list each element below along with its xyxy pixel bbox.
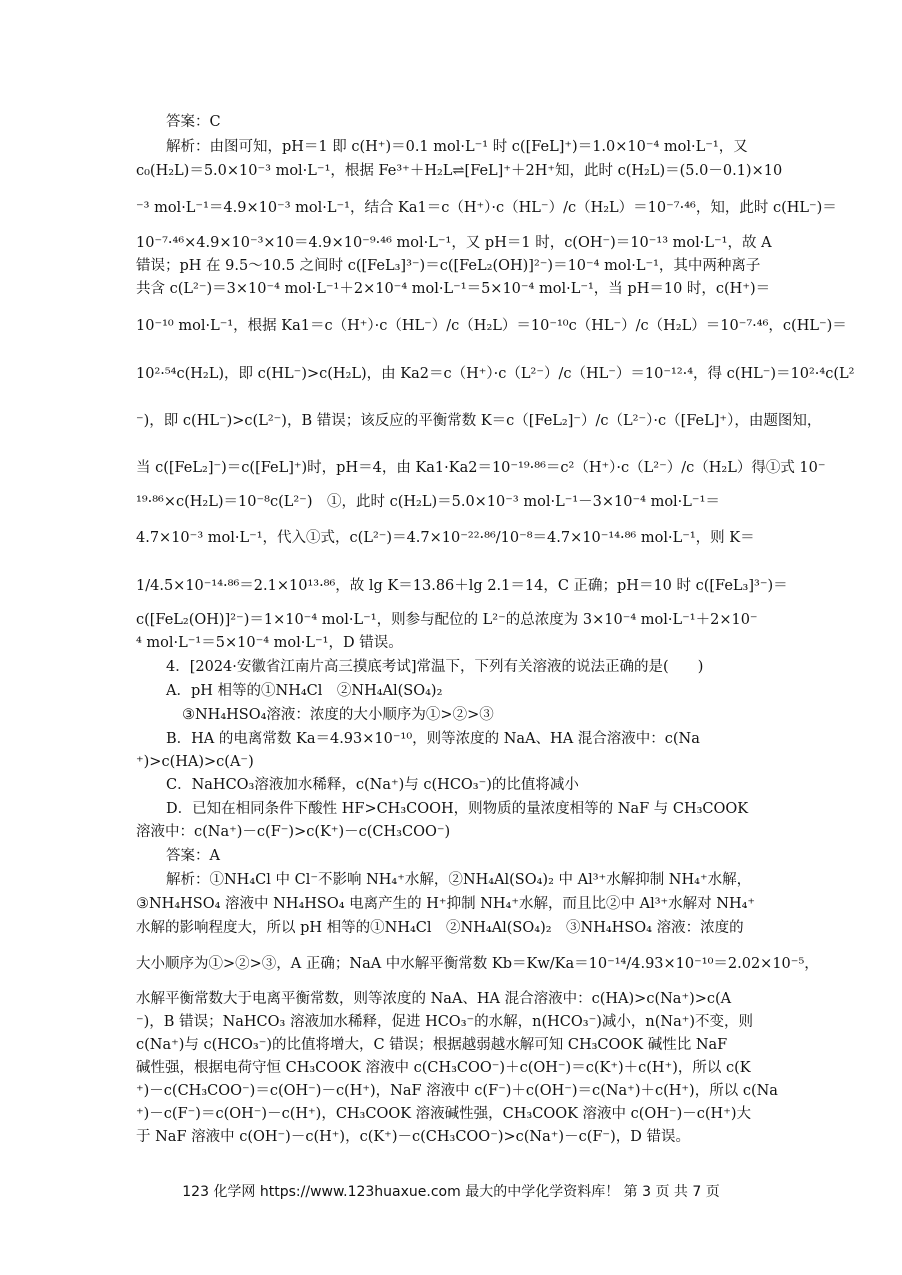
option-d: D．已知在相同条件下酸性 HF>CH₃COOH，则物质的量浓度相等的 NaF 与 CH₃COOK [166,801,749,817]
explanation-line: 解析：①NH₄Cl 中 Cl⁻不影响 NH₄⁺水解，②NH₄Al(SO₄)₂ 中 Al³⁺水解抑制 NH₄⁺水解， [166,872,752,888]
explanation-line: 碱性强，根据电荷守恒 CH₃COOK 溶液中 c(CH₃COO⁻)＋c(OH⁻)＝c(K⁺)＋c(H⁺)，所以 c(K [136,1060,751,1076]
answer-label-q3: 答案：C [166,114,221,130]
explanation-line: ⁺)－c(F⁻)＝c(OH⁻)－c(H⁺)，CH₃COOK 溶液碱性强，CH₃COOK 溶液中 c(OH⁻)－c(H⁺)大 [136,1106,752,1122]
explanation-line: ⁻³ mol·L⁻¹＝4.9×10⁻³ mol·L⁻¹，结合 Ka1＝c（H⁺）·c（HL⁻）/c（H₂L）＝10⁻⁷·⁴⁶，知，此时 c(HL⁻)＝ [136,200,837,216]
option-a-cont: ③NH₄HSO₄溶液：浓度的大小顺序为①>②>③ [182,707,494,723]
option-c: C．NaHCO₃溶液加水稀释，c(Na⁺)与 c(HCO₃⁻)的比值将减小 [166,777,579,793]
explanation-line: 水解的影响程度大，所以 pH 相等的①NH₄Cl ②NH₄Al(SO₄)₂ ③NH₄HSO₄ 溶液：浓度的 [136,920,744,936]
explanation-line: 10⁻⁷·⁴⁶×4.9×10⁻³×10＝4.9×10⁻⁹·⁴⁶ mol·L⁻¹，又 pH＝1 时，c(OH⁻)＝10⁻¹³ mol·L⁻¹，故 A [136,235,772,251]
explanation-line: c([FeL₂(OH)]²⁻)＝1×10⁻⁴ mol·L⁻¹，则参与配位的 L²⁻的总浓度为 3×10⁻⁴ mol·L⁻¹＋2×10⁻ [136,612,758,628]
explanation-line: 水解平衡常数大于电离平衡常数，则等浓度的 NaA、HA 混合溶液中：c(HA)>c(Na⁺)>c(A [136,991,732,1007]
page-footer: 123 化学网 https://www.123huaxue.com 最大的中学化学资料库！ 第 3 页 共 7 页 [182,1184,720,1200]
explanation-line: c(Na⁺)与 c(HCO₃⁻)的比值将增大，C 错误；根据越弱越水解可知 CH₃COOK 碱性比 NaF [136,1037,728,1053]
explanation-line: 错误；pH 在 9.5～10.5 之间时 c([FeL₃]³⁻)＝c([FeL₂(OH)]²⁻)＝10⁻⁴ mol·L⁻¹，其中两种离子 [136,258,761,274]
option-a: A．pH 相等的①NH₄Cl ②NH₄Al(SO₄)₂ [166,683,443,699]
explanation-line: ⁴ mol·L⁻¹＝5×10⁻⁴ mol·L⁻¹，D 错误。 [136,635,403,651]
explanation-line: 解析：由图可知，pH＝1 即 c(H⁺)＝0.1 mol·L⁻¹ 时 c([FeL]⁺)＝1.0×10⁻⁴ mol·L⁻¹，又 [166,139,748,155]
explanation-line: 大小顺序为①>②>③，A 正确；NaA 中水解平衡常数 Kb＝Kw/Ka＝10⁻¹⁴/4.93×10⁻¹⁰＝2.02×10⁻⁵， [136,956,819,972]
option-b: B．HA 的电离常数 Ka＝4.93×10⁻¹⁰，则等浓度的 NaA、HA 混合溶液中：c(Na [166,731,700,747]
explanation-line: ③NH₄HSO₄ 溶液中 NH₄HSO₄ 电离产生的 H⁺抑制 NH₄⁺水解，而且比②中 Al³⁺水解对 NH₄⁺ [136,896,756,912]
question-4-stem: 4．[2024·安徽省江南片高三摸底考试]常温下，下列有关溶液的说法正确的是( ) [166,659,704,675]
explanation-line: 于 NaF 溶液中 c(OH⁻)－c(H⁺)，c(K⁺)－c(CH₃COO⁻)>c(Na⁺)－c(F⁻)，D 错误。 [136,1129,690,1145]
explanation-line: ⁻)，即 c(HL⁻)>c(L²⁻)，B 错误；该反应的平衡常数 K＝c（[FeL₂]⁻）/c（L²⁻）·c（[FeL]⁺），由题图知， [136,413,822,429]
explanation-line: 10²·⁵⁴c(H₂L)，即 c(HL⁻)>c(H₂L)，由 Ka2＝c（H⁺）·c（L²⁻）/c（HL⁻）＝10⁻¹²·⁴，得 c(HL⁻)＝10²·⁴c(L² [136,366,855,382]
explanation-line: 4.7×10⁻³ mol·L⁻¹，代入①式，c(L²⁻)＝4.7×10⁻²²·⁸⁶/10⁻⁸＝4.7×10⁻¹⁴·⁸⁶ mol·L⁻¹，则 K＝ [136,530,755,546]
explanation-line: c₀(H₂L)＝5.0×10⁻³ mol·L⁻¹，根据 Fe³⁺＋H₂L⇌[FeL]⁺＋2H⁺知，此时 c(H₂L)＝(5.0－0.1)×10 [136,163,783,179]
explanation-line: ¹⁹·⁸⁶×c(H₂L)＝10⁻⁸c(L²⁻) ①，此时 c(H₂L)＝5.0×10⁻³ mol·L⁻¹－3×10⁻⁴ mol·L⁻¹＝ [136,494,720,510]
explanation-line: 当 c([FeL₂]⁻)＝c([FeL]⁺)时，pH＝4，由 Ka1·Ka2＝10⁻¹⁹·⁸⁶＝c²（H⁺）·c（L²⁻）/c（H₂L）得①式 10⁻ [136,460,826,476]
answer-label-q4: 答案：A [166,848,220,864]
explanation-line: 共含 c(L²⁻)＝3×10⁻⁴ mol·L⁻¹＋2×10⁻⁴ mol·L⁻¹＝5×10⁻⁴ mol·L⁻¹，当 pH＝10 时，c(H⁺)＝ [136,281,771,297]
option-b-cont: ⁺)>c(HA)>c(A⁻) [136,754,254,770]
explanation-line: ⁺)－c(CH₃COO⁻)＝c(OH⁻)－c(H⁺)，NaF 溶液中 c(F⁻)＋c(OH⁻)＝c(Na⁺)＋c(H⁺)，所以 c(Na [136,1083,778,1099]
explanation-line: 1/4.5×10⁻¹⁴·⁸⁶＝2.1×10¹³·⁸⁶，故 lg K＝13.86＋lg 2.1＝14，C 正确；pH＝10 时 c([FeL₃]³⁻)＝ [136,578,788,594]
option-d-cont: 溶液中：c(Na⁺)－c(F⁻)>c(K⁺)－c(CH₃COO⁻) [136,824,451,840]
explanation-line: 10⁻¹⁰ mol·L⁻¹，根据 Ka1＝c（H⁺）·c（HL⁻）/c（H₂L）＝10⁻¹⁰c（HL⁻）/c（H₂L）＝10⁻⁷·⁴⁶，c(HL⁻)＝ [136,318,847,334]
explanation-line: ⁻)，B 错误；NaHCO₃ 溶液加水稀释，促进 HCO₃⁻的水解，n(HCO₃⁻)减小，n(Na⁺)不变，则 [136,1014,754,1030]
